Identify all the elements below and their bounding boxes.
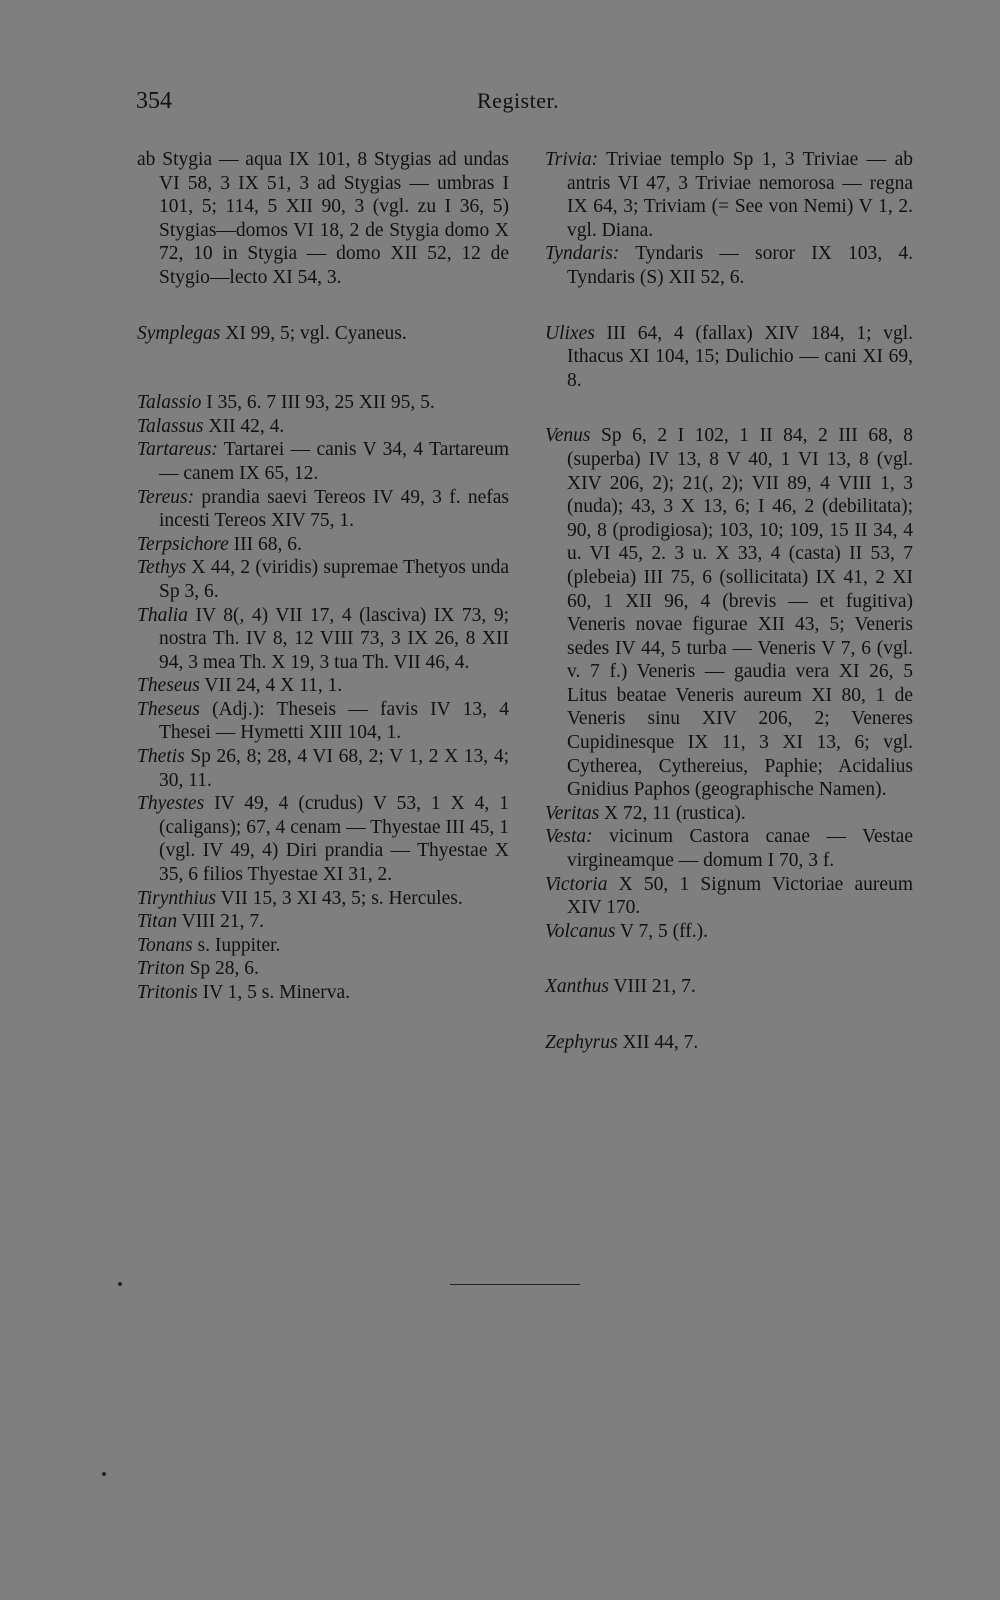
entry-headword: Tereus: xyxy=(137,486,195,508)
left-column xyxy=(137,148,509,1005)
entry-headword: Trivia: xyxy=(545,149,599,170)
entry-text: X 44, 2 (viridis) supremae Thetyos unda Sp 3, 6. xyxy=(159,557,509,602)
entry-headword: Triton xyxy=(137,958,185,980)
entry-text: VIII 21, 7. xyxy=(608,976,696,998)
page-number: 354 xyxy=(136,88,172,114)
index-entry xyxy=(137,957,509,981)
index-entry xyxy=(137,438,509,485)
entry-headword: Venus xyxy=(545,425,591,447)
entry-headword: Veritas xyxy=(545,802,600,824)
entry-text: VII 24, 4 X 11, 1. xyxy=(199,675,343,697)
entry-text: Tartarei — canis V 34, 4 Tartareum — canem IX 65, 12. xyxy=(159,439,509,484)
index-entry xyxy=(137,887,509,911)
entry-text: Triviae templo Sp 1, 3 Triviae — ab antris VI 47, 3 Triviae nemorosa — regna IX 64, 3; Triviam (= See von Nemi) V 1, 2. vgl. Diana. xyxy=(567,149,913,241)
index-entry xyxy=(545,802,913,826)
page-header xyxy=(0,88,1000,128)
entry-text: vicinum Castora canae — Vestae virgineamque — domum I 70, 3 f. xyxy=(567,826,913,872)
entry-headword: Tritonis xyxy=(137,982,198,1003)
index-entry xyxy=(137,934,509,958)
entry-headword: Tirynthius xyxy=(137,887,217,909)
entry-headword: Victoria xyxy=(545,873,608,895)
index-entry xyxy=(137,486,509,533)
entry-headword: Tyndaris: xyxy=(545,243,620,265)
index-entry xyxy=(137,604,509,675)
entry-text: (Adj.): Theseis — favis IV 13, 4 Thesei — Hymetti XIII 104, 1. xyxy=(159,698,509,744)
index-entry xyxy=(545,322,913,393)
entry-headword: Ulixes xyxy=(545,322,595,344)
index-entry xyxy=(545,148,913,242)
entry-text: XI 99, 5; vgl. Cyaneus. xyxy=(220,322,407,344)
entry-text: XII 42, 4. xyxy=(203,415,285,437)
running-head: Register. xyxy=(477,88,560,113)
index-entry xyxy=(545,920,913,944)
entry-text: s. Iuppiter. xyxy=(192,934,281,956)
entry-text: Sp 6, 2 I 102, 1 II 84, 2 III 68, 8 (superba) IV 13, 8 V 40, 1 VI 13, 8 (vgl. XIV 206, 2); 21(, 2); VII 89, 4 VIII 1, 3 (nuda); 43, 3 X 13, 6; I 46, 2 (debilitata); 90, 8 (prodigiosa); 103, 10; 109, 15 II 34, 4 u. VI 45, 2. 3 u. X 33, 4 (casta) II 53, 7 (plebeia) III 75, 6 (sollicitata) IX 41, 2 XI 60, 1 XII 96, 4 (brevis — et fugitiva) Veneris novae figurae XII 43, 5; Veneris sedes IV 44, 5 turba — Veneris V 7, 6 (vgl. v. 7 f.) Veneris — gaudia vera XI 26, 5 Litus beatae Veneris aureum XI 80, 1 de Veneris sinu XIV 206, 2; Veneres Cupidinesque IX 11, 3 XI 13, 6; vgl. Cytherea, Cythereius, Paphie; Acidalius Gnidius Paphos (geographische Namen). xyxy=(567,425,913,801)
entry-text: ab Stygia — aqua IX 101, 8 Stygias ad undas VI 58, 3 IX 51, 3 ad Stygias — umbras I 101, 5; 114, 5 XII 90, 3 (vgl. zu I 36, 5) Stygias—domos VI 18, 2 de Stygia domo X 72, 10 in Stygia — domo XII 52, 12 de Stygio—lecto XI 54, 3. xyxy=(137,149,509,288)
entry-headword: Theseus xyxy=(137,675,200,697)
print-speck xyxy=(102,1472,106,1476)
index-entry xyxy=(137,674,509,698)
entry-headword: Terpsichore xyxy=(137,533,229,555)
entry-text: III 64, 4 (fallax) XIV 184, 1; vgl. Ithacus XI 104, 15; Dulichio — cani XI 69, 8. xyxy=(567,322,913,391)
index-entry xyxy=(137,322,509,346)
entry-text: Sp 28, 6. xyxy=(184,958,259,980)
index-entry xyxy=(545,242,913,289)
index-entry xyxy=(137,148,509,290)
entry-headword: Thalia xyxy=(137,604,188,626)
index-entry xyxy=(545,873,913,920)
entry-headword: Tethys xyxy=(137,557,187,579)
entry-text: VIII 21, 7. xyxy=(177,911,264,933)
entry-text: IV 8(, 4) VII 17, 4 (lasciva) IX 73, 9; nostra Th. IV 8, 12 VIII 73, 3 IX 26, 8 XII 94, 3 mea Th. X 19, 3 tua Th. VII 46, 4. xyxy=(159,604,509,673)
index-entry xyxy=(137,415,509,439)
entry-text: prandia saevi Tereos IV 49, 3 f. nefas incesti Tereos XIV 75, 1. xyxy=(159,486,509,532)
entry-headword: Talassio xyxy=(137,392,202,414)
entry-headword: Thetis xyxy=(137,746,185,768)
entry-text: IV 49, 4 (crudus) V 53, 1 X 4, 1 (caligans); 67, 4 cenam — Thyestae III 45, 1 (vgl. IV 49, 4) Diri prandia — Thyestae X 35, 6 filios Thyestae XI 31, 2. xyxy=(159,793,509,886)
entry-headword: Zephyrus xyxy=(545,1032,618,1053)
index-entry xyxy=(137,391,509,415)
print-speck xyxy=(118,1282,122,1286)
entry-text: X 72, 11 (rustica). xyxy=(599,802,746,824)
entry-headword: Theseus xyxy=(137,698,200,720)
entry-headword: Vesta: xyxy=(545,826,593,848)
index-entry xyxy=(137,533,509,557)
entry-text: X 50, 1 Signum Victoriae aureum XIV 170. xyxy=(567,873,913,919)
entry-text: I 35, 6. 7 III 93, 25 XII 95, 5. xyxy=(201,392,435,414)
index-entry xyxy=(137,981,509,1005)
index-entry xyxy=(137,698,509,745)
entry-text: VII 15, 3 XI 43, 5; s. Hercules. xyxy=(216,887,463,909)
index-entry xyxy=(545,424,913,802)
entry-text: IV 1, 5 s. Minerva. xyxy=(197,982,351,1003)
entry-headword: Xanthus xyxy=(545,976,609,998)
index-entry xyxy=(137,910,509,934)
index-entry xyxy=(137,792,509,886)
index-entry xyxy=(137,556,509,603)
right-column xyxy=(545,148,913,1055)
entry-headword: Titan xyxy=(137,911,178,933)
entry-headword: Talassus xyxy=(137,415,204,437)
entry-headword: Tonans xyxy=(137,934,193,956)
index-entry xyxy=(545,1031,913,1055)
entry-headword: Tartareus: xyxy=(137,439,218,461)
entry-headword: Symplegas xyxy=(137,322,221,344)
entry-text: XII 44, 7. xyxy=(617,1032,699,1053)
entry-headword: Volcanus xyxy=(545,920,616,942)
index-entry xyxy=(545,975,913,999)
entry-text: V 7, 5 (ff.). xyxy=(615,920,709,942)
entry-text: Tyndaris — soror IX 103, 4. Tyndaris (S) XII 52, 6. xyxy=(567,243,913,288)
entry-text: Sp 26, 8; 28, 4 VI 68, 2; V 1, 2 X 13, 4; 30, 11. xyxy=(159,746,509,791)
entry-text: III 68, 6. xyxy=(228,533,302,555)
end-rule xyxy=(450,1284,580,1285)
entry-headword: Thyestes xyxy=(137,793,205,815)
index-entry xyxy=(545,825,913,872)
index-entry xyxy=(137,745,509,792)
